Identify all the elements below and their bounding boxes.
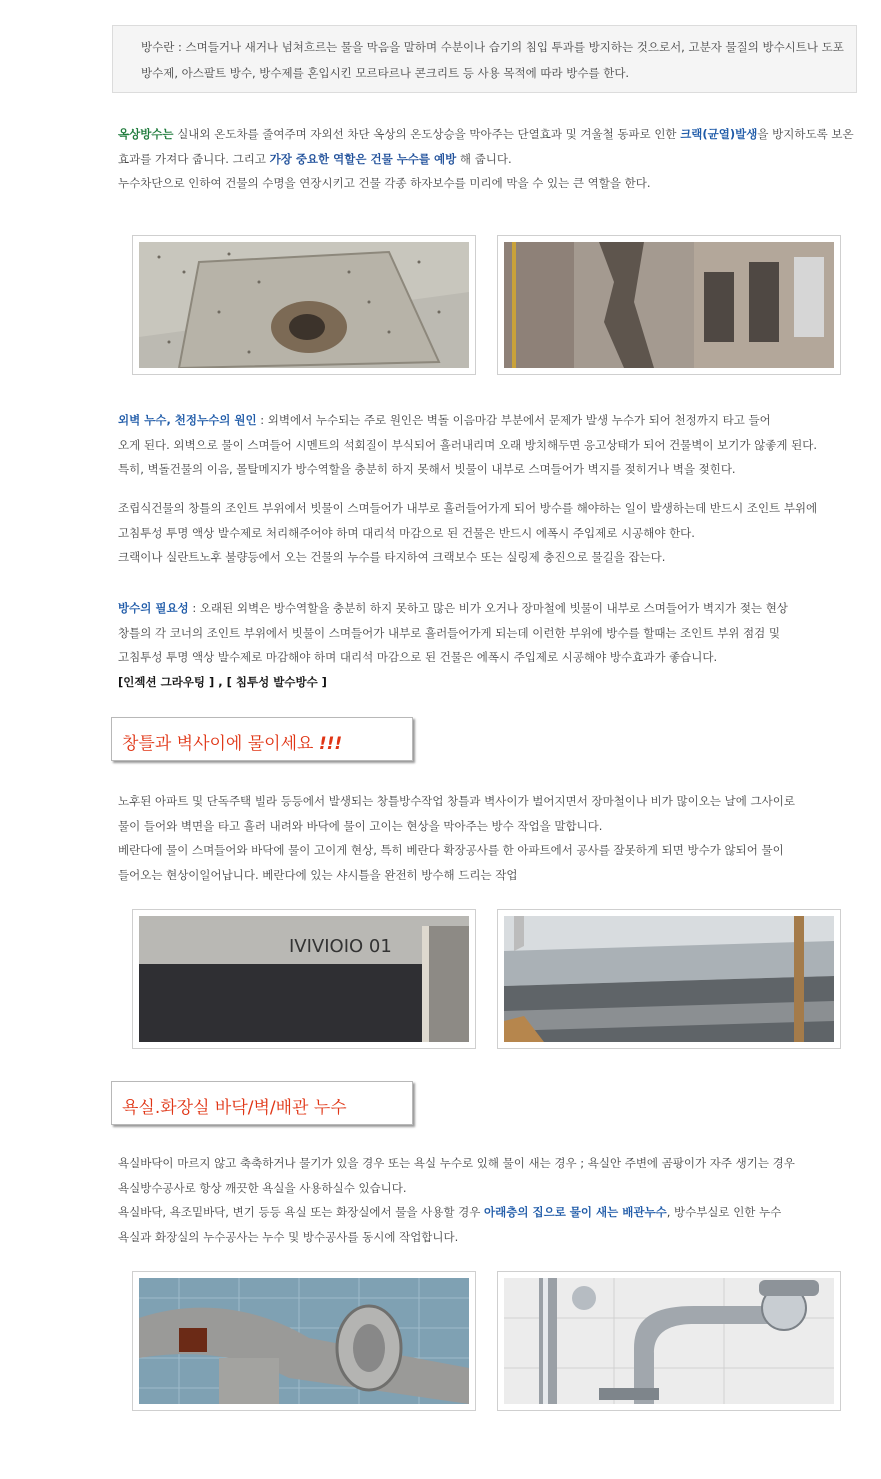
necessity-line-2: 창틀의 각 코너의 조인트 부위에서 빗물이 스며들어가 내부로 흘러들어가게 되는데 이런한 부위에 방수를 할때는 조인트 부위 점검 및 bbox=[118, 625, 781, 640]
exterior-line-2: 오게 된다. 외벽으로 물이 스며들어 시멘트의 석회질이 부식되어 흘러내리며 오래 방치해두면 응고상태가 되어 건물벽이 보기가 않좋게 된다. bbox=[118, 437, 818, 452]
window-line-2: 물이 들어와 벽면을 타고 흘러 내려와 바닥에 물이 고이는 현상을 막아주는 방수 작업을 말합니다. bbox=[118, 818, 603, 833]
window-line-1: 노후된 아파트 및 단독주택 빌라 등등에서 발생되는 창틀방수작업 창틀과 벽사이가 벌어지면서 장마철이나 비가 많이오는 날에 그사이로 bbox=[118, 794, 795, 808]
rooftop-text-2: 을 방지하도록 보온효과를 가져다 줍니다. 그리고 bbox=[118, 127, 854, 166]
window-frame-photo bbox=[132, 909, 476, 1049]
bathroom-line-1: 욕실바닥이 마르지 않고 축축하거나 물기가 있을 경우 또는 욕실 누수로 있해 물이 새는 경우 ; 욕실안 주변에 곰팡이가 자주 생기는 경우 bbox=[118, 1156, 795, 1170]
necessity-line-1: : 오래된 외벽은 방수역할을 충분히 하지 못하고 많은 비가 오거나 장마철에 빗물이 내부로 스며들어가 벽지가 젖는 현상 bbox=[188, 601, 788, 615]
rooftop-text-3: 해 줍니다. bbox=[456, 151, 512, 166]
chrome-pipe-image bbox=[504, 1278, 834, 1404]
window-frame-image bbox=[139, 916, 469, 1042]
necessity-label: 방수의 필요성 bbox=[118, 601, 189, 615]
prefab-line-3: 크랙이나 실란트노후 불량등에서 오는 건물의 누수를 타지하여 크랙보수 또는 실링제 충진으로 물길을 잡는다. bbox=[118, 550, 666, 564]
window-leak-heading-emphasis: !!! bbox=[318, 734, 343, 754]
necessity-paragraph bbox=[118, 596, 878, 694]
bathroom-line-3a: 욕실바닥, 욕조밑바닥, 변기 등등 욕실 또는 화장실에서 물을 사용할 경우 bbox=[118, 1205, 485, 1219]
bathroom-line-3c: , 방수부실로 인한 누수 bbox=[666, 1205, 782, 1219]
window-leak-heading bbox=[122, 729, 342, 754]
bathroom-paragraph bbox=[118, 1151, 878, 1249]
rooftop-text-1: 실내외 온도차를 줄여주며 자외선 차단 옥상의 온도상승을 막아주는 단열효과 및 겨울철 동파로 인한 bbox=[173, 127, 681, 141]
exterior-cause-paragraph bbox=[118, 408, 878, 482]
window-leak-banner bbox=[111, 717, 413, 761]
necessity-line-3: 고침투성 투명 액상 발수제로 마감해야 하며 대리석 마감으로 된 건물은 에폭시 주입제로 시공해야 방수효과가 좋습니다. bbox=[118, 650, 718, 664]
bathroom-leak-heading: 욕실.화장실 바닥/벽/배관 누수 bbox=[122, 1098, 347, 1118]
window-brand-text: IVIVIOIO 01 bbox=[289, 936, 392, 957]
rooftop-paragraph bbox=[118, 122, 863, 196]
important-highlight: 가장 중요한 역할은 건물 누수를 예방 bbox=[269, 151, 457, 166]
window-line-4: 들어오는 현상이일어납니다. 베란다에 있는 샤시틀을 완전히 방수해 드리는 작업 bbox=[118, 867, 518, 882]
definition-box bbox=[112, 25, 857, 93]
rooftop-label: 옥상방수는 bbox=[118, 127, 174, 141]
window-leak-heading-text: 창틀과 벽사이에 물이세요 bbox=[122, 734, 319, 754]
corroded-pipe-image bbox=[139, 1278, 469, 1404]
ceiling-leak-photo bbox=[132, 235, 476, 375]
sash-frame-image bbox=[504, 916, 834, 1042]
prefab-line-2: 고침투성 투명 액상 발수제로 처리해주어야 하며 대리석 마감으로 된 건물은 반드시 에폭시 주입제로 시공해야 한다. bbox=[118, 525, 695, 540]
corroded-pipe-photo bbox=[132, 1271, 476, 1411]
window-line-3: 베란다에 물이 스며들어와 바닥에 물이 고이게 현상, 특히 베란다 확장공사를 한 아파트에서 공사를 잘못하게 되면 방수가 않되어 물이 bbox=[118, 843, 784, 857]
pipe-leak-highlight: 아래층의 집으로 물이 새는 배관누수 bbox=[484, 1205, 667, 1219]
rooftop-text-4: 누수차단으로 인하여 건물의 수명을 연장시키고 건물 각종 하자보수를 미리에 막을 수 있는 큰 역할을 한다. bbox=[118, 176, 651, 190]
sash-frame-photo bbox=[497, 909, 841, 1049]
prefab-line-1: 조립식건물의 창틀의 조인트 부위에서 빗물이 스며들어가 내부로 흘러들어가게 되어 방수를 해야하는 일이 발생하는데 반드시 조인트 부위에 bbox=[118, 501, 818, 515]
ceiling-leak-image bbox=[139, 242, 469, 368]
exterior-wall-photo bbox=[497, 235, 841, 375]
bathroom-leak-banner bbox=[111, 1081, 413, 1125]
window-paragraph bbox=[118, 789, 878, 887]
exterior-label: 외벽 누수, 천정누수의 원인 bbox=[118, 413, 257, 427]
chrome-pipe-photo bbox=[497, 1271, 841, 1411]
bathroom-line-2: 욕실방수공사로 항상 깨끗한 욕실을 사용하실수 있습니다. bbox=[118, 1180, 407, 1195]
bathroom-line-4: 욕실과 화장실의 누수공사는 누수 및 방수공사를 동시에 작업합니다. bbox=[118, 1229, 459, 1244]
exterior-line-3: 특히, 벽돌건물의 이음, 몰탈메지가 방수역할을 충분히 하지 못해서 빗물이 내부로 스며들어가 벽지를 젖히거나 벽을 젖힌다. bbox=[118, 462, 736, 476]
exterior-line-1: : 외벽에서 누수되는 주로 원인은 벽돌 이음마감 부분에서 문제가 발생 누수가 되어 천정까지 타고 들어 bbox=[256, 413, 771, 427]
crack-highlight: 크랙(균열)발생 bbox=[680, 127, 758, 141]
definition-text: 방수란 : 스며들거나 새거나 넘쳐흐르는 물을 막음을 말하며 수분이나 습기의 침입 투과를 방지하는 것으로서, 고분자 물질의 방수시트나 도포 방수제, 아스팔트 방수, 방수제를 혼입시킨 모르타르나 콘크리트 등 사용 목적에 따라 방수를 한다. bbox=[141, 40, 844, 80]
prefab-paragraph bbox=[118, 496, 878, 570]
method-tags: [인젝션 그라우팅 ] , [ 침투성 발수방수 ] bbox=[118, 674, 327, 689]
exterior-wall-image bbox=[504, 242, 834, 368]
